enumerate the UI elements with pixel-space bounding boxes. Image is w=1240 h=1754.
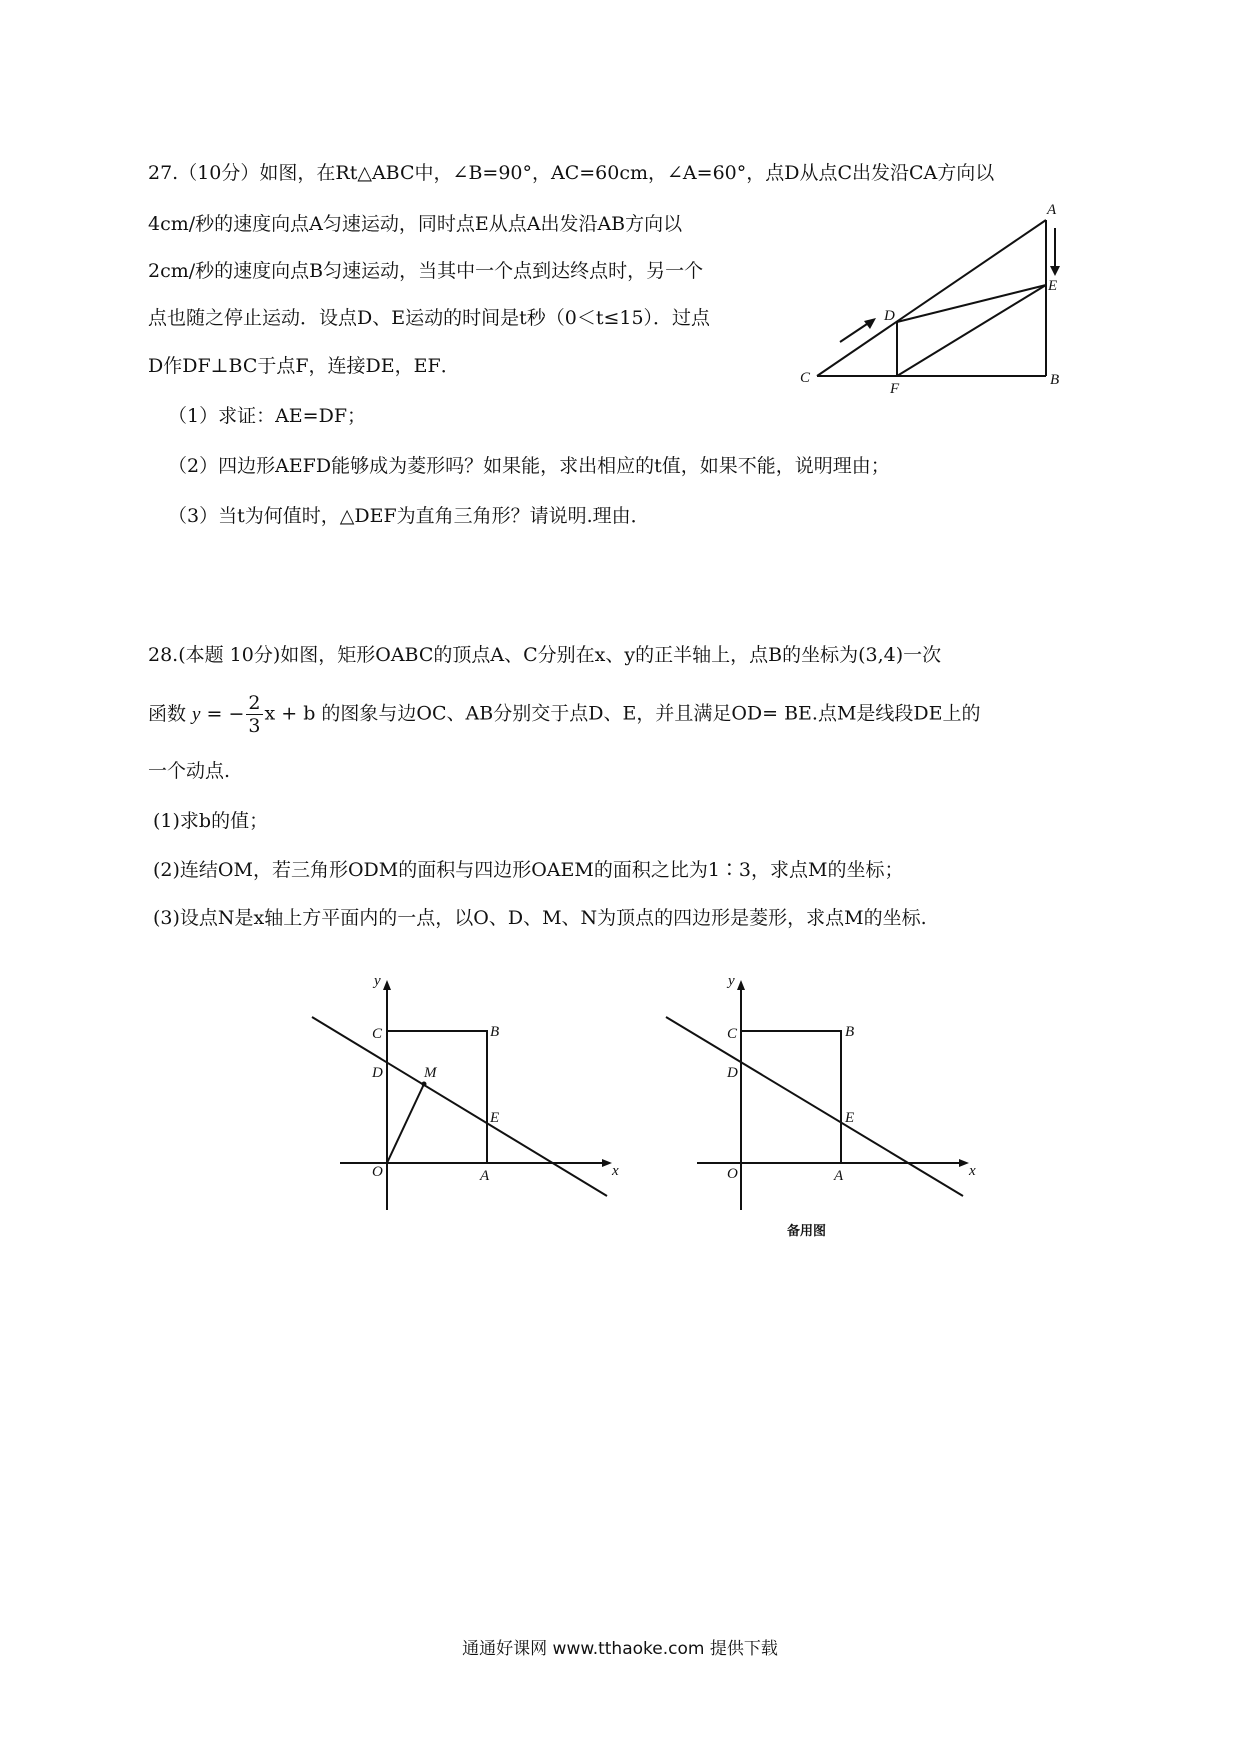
q27-label-C: C [800, 370, 811, 386]
fig1-label-D: D [372, 1065, 383, 1081]
fig1-label-y: y [374, 973, 381, 989]
fig2-label-B: B [845, 1024, 855, 1040]
fig2-label-E: E [845, 1110, 855, 1126]
q27-line5: D作DF⊥BC于点F，连接DE，EF． [148, 355, 460, 377]
fig1-label-C: C [372, 1026, 383, 1042]
fig2-label-O: O [727, 1166, 738, 1182]
q28-line3: 一个动点. [148, 760, 231, 782]
fig1-label-B: B [490, 1024, 500, 1040]
q27-label-F: F [890, 381, 900, 397]
q28-sub1: (1)求b的值； [153, 810, 269, 832]
fig1-label-x: x [612, 1163, 619, 1179]
fig1-label-E: E [490, 1110, 500, 1126]
q28-frac-den: 3 [248, 715, 261, 737]
q27-label-E: E [1048, 278, 1058, 294]
q27-line2: 4cm/秒的速度向点A匀速运动，同时点E从点A出发沿AB方向以 [148, 213, 683, 235]
q28-sub3: (3)设点N是x轴上方平面内的一点，以O、D、M、N为顶点的四边形是菱形，求点M的坐标. [153, 907, 927, 929]
q28-sub2: (2)连结OM，若三角形ODM的面积与四边形OAEM的面积之比为1∶3，求点M的坐标； [153, 859, 904, 881]
q28-line1: 28.(本题 10分)如图，矩形OABC的顶点A、C分别在x、y的正半轴上，点B的坐标为(3,4)一次 [148, 644, 942, 666]
q27-line3: 2cm/秒的速度向点B匀速运动，当其中一个点到达终点时，另一个 [148, 260, 704, 282]
fig1-label-O: O [372, 1164, 383, 1180]
fig2-label-D: D [727, 1065, 738, 1081]
fig2-label-C: C [727, 1026, 738, 1042]
fig2-label-y: y [728, 973, 735, 989]
q27-sub3: （3）当t为何值时，△DEF为直角三角形？请说明.理由． [168, 505, 650, 527]
q27-line4: 点也随之停止运动．设点D、E运动的时间是t秒（0＜t≤15）．过点 [148, 307, 711, 329]
q27-line1: 27.（10分）如图，在Rt△ABC中，∠B=90°，AC=60cm，∠A=60°，点D从点C出发沿CA方向以 [148, 162, 995, 184]
q28-frac-num: 2 [248, 692, 261, 714]
q27-sub1: （1）求证：AE=DF； [168, 405, 367, 427]
fig1-label-M: M [424, 1065, 437, 1081]
fig2-label-x: x [969, 1163, 976, 1179]
q27-sub2: （2）四边形AEFD能够成为菱形吗？如果能，求出相应的t值，如果不能，说明理由； [168, 455, 890, 477]
q27-label-A: A [1047, 202, 1057, 218]
q28-line2-post: x + b 的图象与边OC、AB分别交于点D、E，并且满足OD= BE.点M是线段DE上的 [264, 702, 981, 725]
q27-label-D: D [884, 308, 895, 324]
fig2-label-A: A [834, 1168, 844, 1184]
q28-line2-pre: 函数 y = − [148, 702, 245, 725]
page-footer: 通通好课网 www.tthaoke.com 提供下载 [462, 1639, 778, 1659]
q27-label-B: B [1050, 372, 1060, 388]
fig2-caption: 备用图 [787, 1224, 827, 1239]
fig1-label-A: A [480, 1168, 490, 1184]
